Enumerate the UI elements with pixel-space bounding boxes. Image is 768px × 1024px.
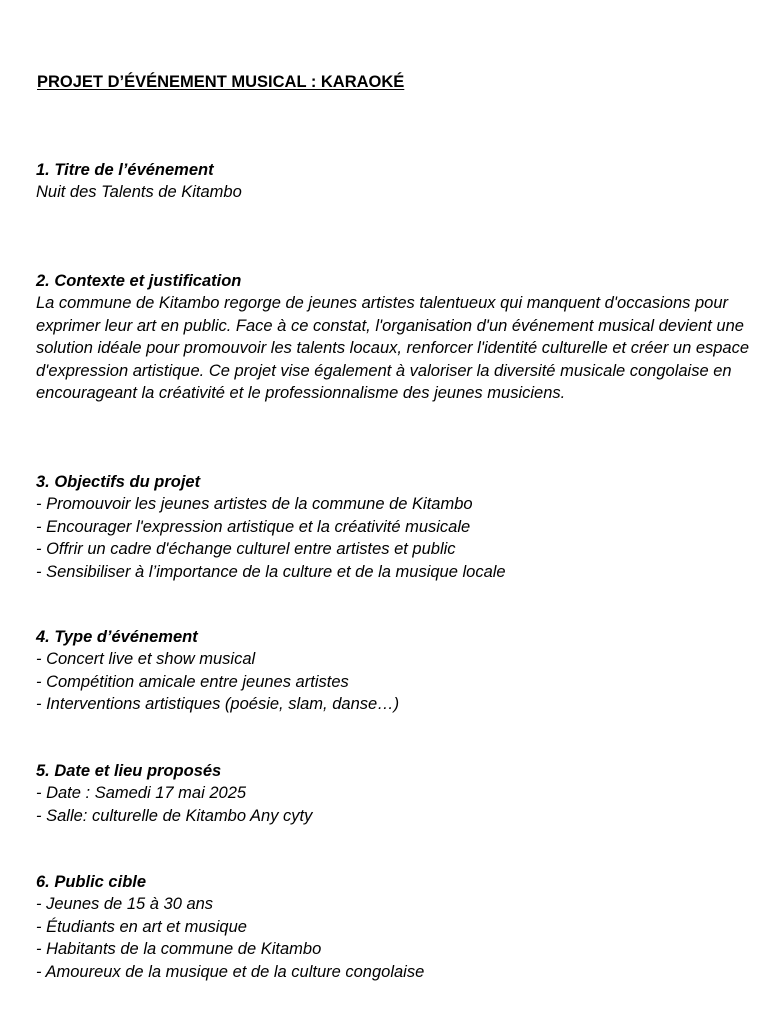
section-body: La commune de Kitambo regorge de jeunes artistes talentueux qui manquent d'occasions pour exprimer leur art en public. Face à ce constat, l'organisation d'un événement musical devient une solution idéale pour promouvoir les talents locaux, renforcer l'identité culturelle et créer un espace d'expression artistique. Ce projet vise également à valoriser la diversité musicale congolaise en encourageant la créativité et le professionnalisme des jeunes musiciens. xyxy=(36,294,750,403)
list-item: - Interventions artistiques (poésie, slam, danse…) xyxy=(36,693,756,715)
section-heading: 6. Public cible xyxy=(36,873,147,891)
audience-list xyxy=(36,893,756,983)
list-item: - Compétition amicale entre jeunes artistes xyxy=(36,671,756,693)
event-type-list xyxy=(36,648,756,715)
list-item: - Encourager l'expression artistique et la créativité musicale xyxy=(36,516,756,538)
section-body: Nuit des Talents de Kitambo xyxy=(36,183,242,202)
section-heading: 2. Contexte et justification xyxy=(36,272,242,290)
list-item: - Promouvoir les jeunes artistes de la commune de Kitambo xyxy=(36,493,756,515)
date-location-list xyxy=(36,782,756,827)
list-item: - Date : Samedi 17 mai 2025 xyxy=(36,782,756,804)
section-heading: 4. Type d’événement xyxy=(36,628,198,646)
list-item: - Sensibiliser à l’importance de la culture et de la musique locale xyxy=(36,561,756,583)
list-item: - Étudiants en art et musique xyxy=(36,916,756,938)
section-heading: 3. Objectifs du projet xyxy=(36,473,201,491)
section-event-title xyxy=(36,159,756,204)
section-target-audience xyxy=(36,871,756,983)
list-item: - Jeunes de 15 à 30 ans xyxy=(36,893,756,915)
list-item: - Offrir un cadre d'échange culturel entre artistes et public xyxy=(36,538,756,560)
section-heading: 5. Date et lieu proposés xyxy=(36,762,222,780)
objectives-list xyxy=(36,493,756,583)
section-event-type xyxy=(36,626,756,716)
list-item: - Habitants de la commune de Kitambo xyxy=(36,938,756,960)
section-context xyxy=(36,270,756,404)
list-item: - Amoureux de la musique et de la culture congolaise xyxy=(36,961,756,983)
section-heading: 1. Titre de l’événement xyxy=(36,161,214,179)
section-date-location xyxy=(36,760,756,827)
document-title: PROJET D’ÉVÉNEMENT MUSICAL : KARAOKÉ xyxy=(37,73,405,91)
list-item: - Concert live et show musical xyxy=(36,648,756,670)
list-item: - Salle: culturelle de Kitambo Any cyty xyxy=(36,805,756,827)
section-objectives xyxy=(36,471,756,583)
